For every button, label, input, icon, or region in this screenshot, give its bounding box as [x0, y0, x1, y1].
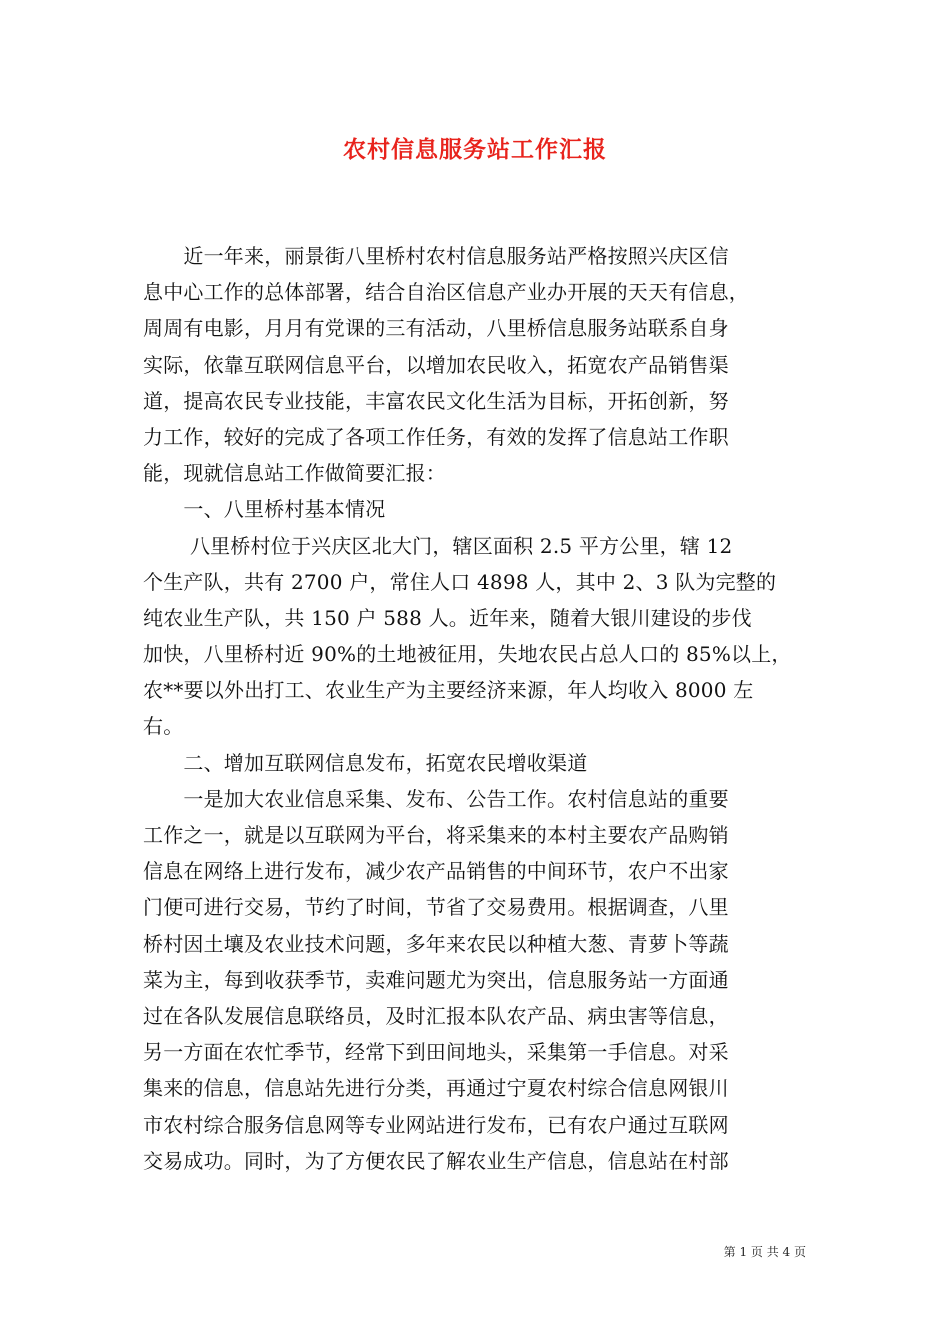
text-line: 菜为主，每到收获季节，卖难问题尤为突出，信息服务站一方面通	[143, 967, 729, 992]
text-line: 力工作，较好的完成了各项工作任务，有效的发挥了信息站工作职	[143, 424, 729, 449]
text-line: 交易成功。同时，为了方便农民了解农业生产信息，信息站在村部	[143, 1148, 729, 1173]
document-body	[143, 238, 809, 1179]
text-line: 个生产队，共有 2700 户，常住人口 4898 人，其中 2、3 队为完整的	[143, 569, 777, 594]
text-line: 工作之一，就是以互联网为平台，将采集来的本村主要农产品购销	[143, 823, 729, 847]
text-line: 近一年来，丽景街八里桥村农村信息服务站严格按照兴庆区信	[143, 244, 729, 268]
text-line: 桥村因土壤及农业技术问题，多年来农民以种植大葱、青萝卜等蔬	[143, 931, 729, 956]
text-line: 息中心工作的总体部署，结合自治区信息产业办开展的天天有信息，	[143, 280, 749, 305]
text-line: 道，提高农民专业技能，丰富农民文化生活为目标，开拓创新，努	[143, 388, 729, 413]
text-line: 实际，依靠互联网信息平台，以增加农民收入，拓宽农产品销售渠	[143, 352, 729, 377]
text-line: 集来的信息，信息站先进行分类，再通过宁夏农村综合信息网银川	[143, 1076, 729, 1101]
section-heading-2: 二、增加互联网信息发布，拓宽农民增收渠道	[143, 750, 588, 775]
text-line: 信息在网络上进行发布，减少农产品销售的中间环节，农户不出家	[143, 859, 729, 884]
text-line: 纯农业生产队，共 150 户 588 人。近年来，随着大银川建设的步伐	[143, 605, 752, 630]
text-line: 另一方面在农忙季节，经常下到田间地头，采集第一手信息。对采	[143, 1040, 729, 1065]
page-title: 农村信息服务站工作汇报	[343, 136, 607, 163]
text-line: 能，现就信息站工作做简要汇报：	[143, 461, 446, 486]
page-number: 第 1 页 共 4 页	[723, 1245, 806, 1259]
text-line: 加快，八里桥村近 90%的土地被征用，失地农民占总人口的 85%以上，	[143, 642, 792, 667]
section-heading-1: 一、八里桥村基本情况	[143, 497, 386, 522]
text-line: 农**要以外出打工、农业生产为主要经济来源，年人均收入 8000 左	[143, 678, 754, 703]
text-line: 周周有电影，月月有党课的三有活动，八里桥信息服务站联系自身	[143, 316, 729, 341]
text-line: 门便可进行交易，节约了时间，节省了交易费用。根据调查，八里	[143, 895, 729, 920]
text-line: 八里桥村位于兴庆区北大门，辖区面积 2.5 平方公里，辖 12	[143, 533, 733, 558]
text-line: 右。	[143, 714, 184, 739]
text-line: 市农村综合服务信息网等专业网站进行发布，已有农户通过互联网	[143, 1112, 729, 1137]
text-line: 过在各队发展信息联络员，及时汇报本队农产品、病虫害等信息，	[143, 1003, 729, 1028]
text-line: 一是加大农业信息采集、发布、公告工作。农村信息站的重要	[143, 786, 729, 811]
